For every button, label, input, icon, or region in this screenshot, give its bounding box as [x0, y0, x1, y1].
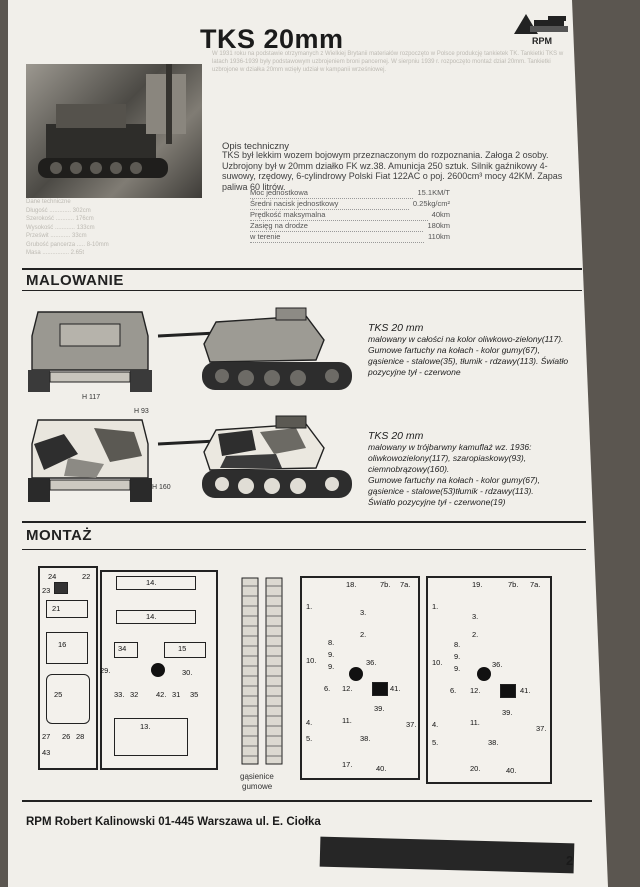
paint-marker: H 160 — [152, 484, 171, 491]
scheme-2-line: malowany w trójbarwny kamuflaż wz. 1936: — [368, 442, 532, 452]
performance-row: Moc jednostkowa 15.1KM/T — [250, 188, 450, 197]
tank-side-view-camo — [156, 414, 356, 506]
technical-description-text: TKS był lekkim wozem bojowym przeznaczonym do rozpoznania. Załoga 2 osoby. Uzbrojony był w 20mm działko FK wz.38. Amunicja 250 sztuk. Silnik gaźnikowy 4-suwowy, rzędowy, 6-cylindrowy Polski Fiat 122AC o poj. 2600cm³ mocy 42KM. Zapas paliwa 60 litrów. — [222, 150, 563, 192]
scheme-2-caption — [368, 430, 592, 508]
rpm-logo-text: RPM — [532, 36, 552, 46]
sprue-frame: 1. 18. 7b. 7a. 3. 2. 8. 9. 10. 9. 36. 6. 12. 41. 39. 4. 11. 37. 5. 38. 17. 40. — [300, 576, 420, 780]
sprue-gate-dot — [346, 664, 366, 684]
tracks-label: gumowe — [242, 782, 273, 791]
dimension-row: Prześwit ............ 33cm — [26, 233, 87, 239]
rubber-tracks-drawing — [240, 576, 288, 766]
section-divider — [22, 800, 592, 802]
scheme-2-name: TKS 20 mm — [368, 430, 424, 442]
dimension-row: Masa ................ 2.65t — [26, 250, 85, 256]
performance-row: w terenie 110km — [250, 232, 450, 241]
scheme-2-line: gąsienice - stalowe(53)tłumik - rdzawy(113). — [368, 486, 534, 496]
section-divider — [22, 521, 586, 523]
dimensions-table — [26, 198, 176, 258]
section-divider — [22, 290, 582, 291]
technical-description-heading: Opis techniczny — [222, 141, 290, 152]
sprue-gate-dot — [148, 660, 168, 680]
scheme-1-line: malowany w całości na kolor oliwkowo-zielony(117). — [368, 334, 564, 344]
painting-heading: MALOWANIE — [26, 272, 124, 289]
sprue-frame: 14. 14. 34 15 29. 30. 33. 32 42. 31 35 13. — [100, 570, 218, 770]
scheme-1-line: pozycyjne tył - czerwone — [368, 367, 461, 377]
section-divider — [22, 268, 582, 270]
scheme-2-line: ciemnobrązowy(160). — [368, 464, 450, 474]
scheme-1-name: TKS 20 mm — [368, 322, 424, 334]
scheme-1-line: Gumowe fartuchy na kołach - kolor gumy(67), — [368, 345, 540, 355]
dimension-row: Długość ............. 302cm — [26, 207, 91, 214]
sprue-frame: 24 22 23 21 16 25 27 26 28 43 — [38, 566, 98, 770]
paint-marker: H 117 — [82, 394, 101, 401]
tank-side-view-green — [156, 306, 356, 398]
performance-table — [250, 188, 450, 243]
scheme-1-line: gąsienice - stalowe(35), tłumik - rdzawy(113). Światło — [368, 356, 569, 366]
rpm-logo — [508, 8, 574, 48]
page-title: TKS 20mm — [200, 24, 344, 54]
sprue-frame: 1. 19. 7b. 7a. 3. 2. 8. 9. 10. 9. 36. 6. 12. 41. 39. 4. 11. 37. 5. 38. 20. 40. — [426, 576, 552, 784]
paint-marker: H 93 — [134, 408, 149, 415]
performance-row: Średni nacisk jednostkowy 0.25kg/cm² — [250, 199, 450, 208]
sprue-gate-dot — [474, 664, 494, 684]
dimension-row: Wysokość ............ 133cm — [26, 224, 95, 231]
scheme-2-line: oliwkowozielony(117), szaropiaskowy(93), — [368, 453, 527, 463]
dimensions-heading: Dane techniczne — [26, 199, 71, 205]
page-number: 2 — [566, 853, 574, 868]
scheme-1-caption — [368, 322, 588, 378]
scheme-2-line: Światło pozycyjne tył - czerwone(19) — [368, 497, 506, 507]
historical-photo — [26, 64, 202, 198]
performance-row: Zasięg na drodze 180km — [250, 221, 450, 230]
section-divider — [22, 549, 586, 550]
publisher-footer: RPM Robert Kalinowski 01-445 Warszawa ul. E. Ciołka — [26, 816, 321, 828]
tank-front-view-green — [24, 306, 156, 398]
intro-history-text: W 1931 roku na podstawie otrzymanych z Wielkiej Brytanii materiałów rozpoczęto w Polsce produkcję tankietek TK. Tankietki TKS w latach 1936-1939 były podstawowym uzbrojeniem broni pancernej. W sierpniu 1939 r. rozpoczęto montaż dział 20mm. Tankietki uzbrojone w działka 20mm wzięły udział w kampanii wrześniowej. — [212, 51, 564, 73]
performance-row: Prędkość maksymalna 40km — [250, 210, 450, 219]
scheme-2-line: Gumowe fartuchy na kołach - kolor gumy(67), — [368, 475, 540, 485]
dimension-row: Grubość pancerza ..... 8-10mm — [26, 241, 109, 248]
tracks-label: gąsienice — [240, 772, 274, 781]
assembly-heading: MONTAŻ — [26, 527, 93, 544]
tank-front-view-camo — [24, 414, 156, 508]
dimension-row: Szerokość ........... 176cm — [26, 216, 94, 222]
